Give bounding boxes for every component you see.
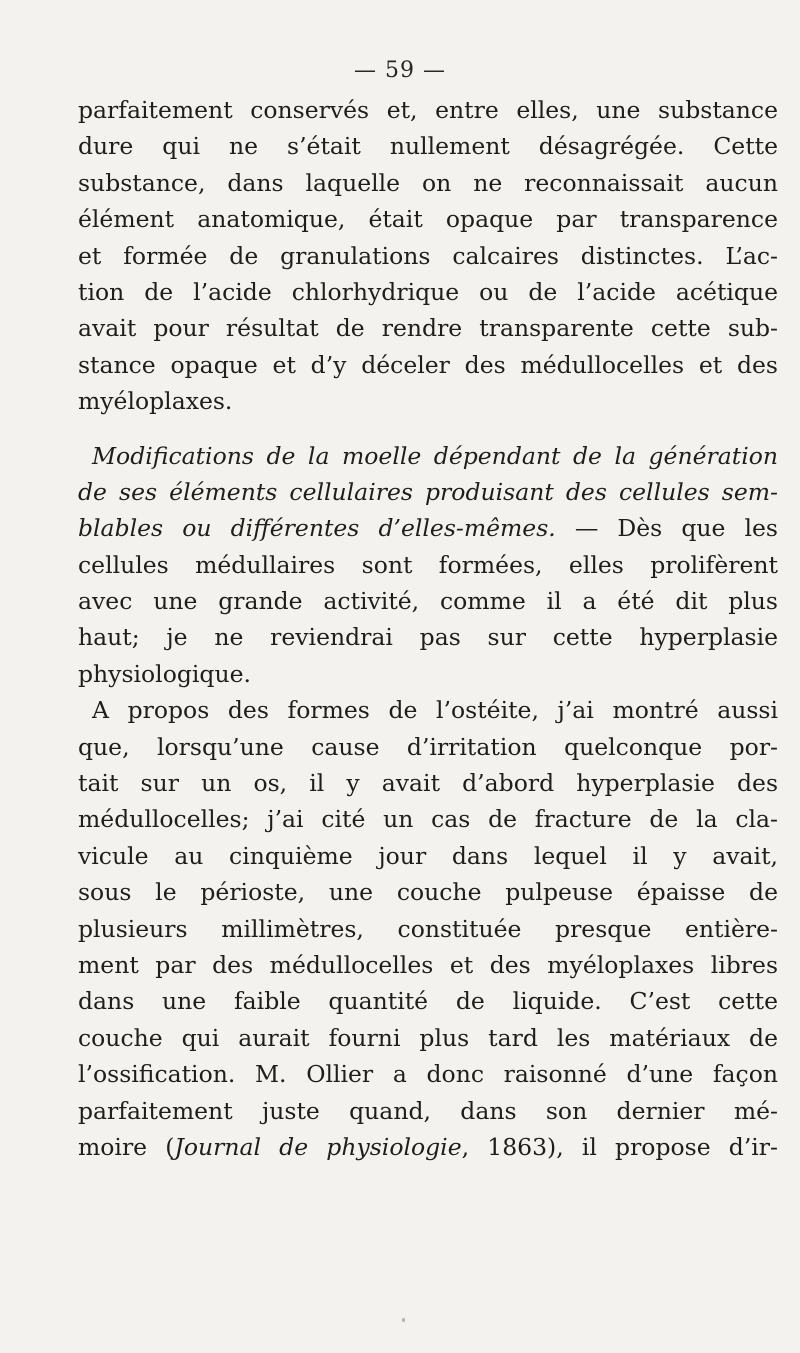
text-line: sous le périoste, une couche pulpeuse épaisse de [78, 878, 778, 907]
citation-prefix: moire ( [78, 1132, 175, 1161]
text-line: dans une faible quantité de liquide. C’est cette [78, 987, 778, 1016]
text-line: substance, dans laquelle on ne reconnaissait aucun [78, 168, 778, 197]
text-line: médullocelles; j’ai cité un cas de fracture de la cla- [78, 805, 778, 834]
text-line: ment par des médullocelles et des myéloplaxes libres [78, 950, 778, 979]
text-line: parfaitement conservés et, entre elles, une substance [78, 96, 778, 124]
text-line: myéloplaxes. [78, 387, 233, 416]
text-line: avait pour résultat de rendre transparente cette sub- [78, 314, 778, 343]
paragraph-gap [78, 420, 778, 438]
text-line: A propos des formes de l’ostéite, j’ai montré aussi [92, 696, 778, 725]
section-heading-line: Modifications de la moelle dépendant de la génération [92, 441, 778, 470]
text-line: plusieurs millimètres, constituée presque entière- [78, 914, 778, 943]
heading-line-with-lead-in [78, 510, 778, 546]
text-line: avec une grande activité, comme il a été dit plus [78, 587, 778, 616]
paper-speck [402, 1318, 405, 1322]
text-line: cellules médullaires sont formées, elles prolifèrent [78, 550, 778, 579]
body-text [78, 92, 778, 1165]
text-line: tion de l’acide chlorhydrique ou de l’acide acétique [78, 277, 778, 306]
text-line: dure qui ne s’était nullement désagrégée. Cette [78, 132, 778, 161]
section-heading-line: de ses éléments cellulaires produisant des cellules sem- [78, 477, 778, 506]
text-line: haut; je ne reviendrai pas sur cette hyperplasie [78, 623, 778, 652]
lead-in-text: — Dès que les [555, 514, 778, 543]
text-line: parfaitement juste quand, dans son dernier mé- [78, 1096, 778, 1125]
citation-suffix: , 1863), il propose d’ir- [461, 1132, 778, 1161]
text-line: élément anatomique, était opaque par transparence [78, 205, 778, 234]
text-line: que, lorsqu’une cause d’irritation quelconque por- [78, 732, 778, 761]
text-line: physiologique. [78, 659, 251, 688]
page-number: — 59 — [354, 58, 446, 83]
text-line: vicule au cinquième jour dans lequel il y avait, [78, 841, 778, 870]
journal-title: Journal de physiologie [174, 1132, 462, 1161]
text-line: l’ossification. M. Ollier a donc raisonné d’une façon [78, 1060, 778, 1089]
text-line: et formée de granulations calcaires distinctes. L’ac- [78, 241, 778, 270]
section-heading-tail: blables ou différentes d’elles-mêmes. [78, 514, 556, 543]
text-line: couche qui aurait fourni plus tard les matériaux de [78, 1023, 778, 1052]
text-line: stance opaque et d’y déceler des médullocelles et des [78, 350, 778, 379]
text-line-with-citation [78, 1129, 778, 1165]
text-line: tait sur un os, il y avait d’abord hyperplasie des [78, 769, 778, 798]
